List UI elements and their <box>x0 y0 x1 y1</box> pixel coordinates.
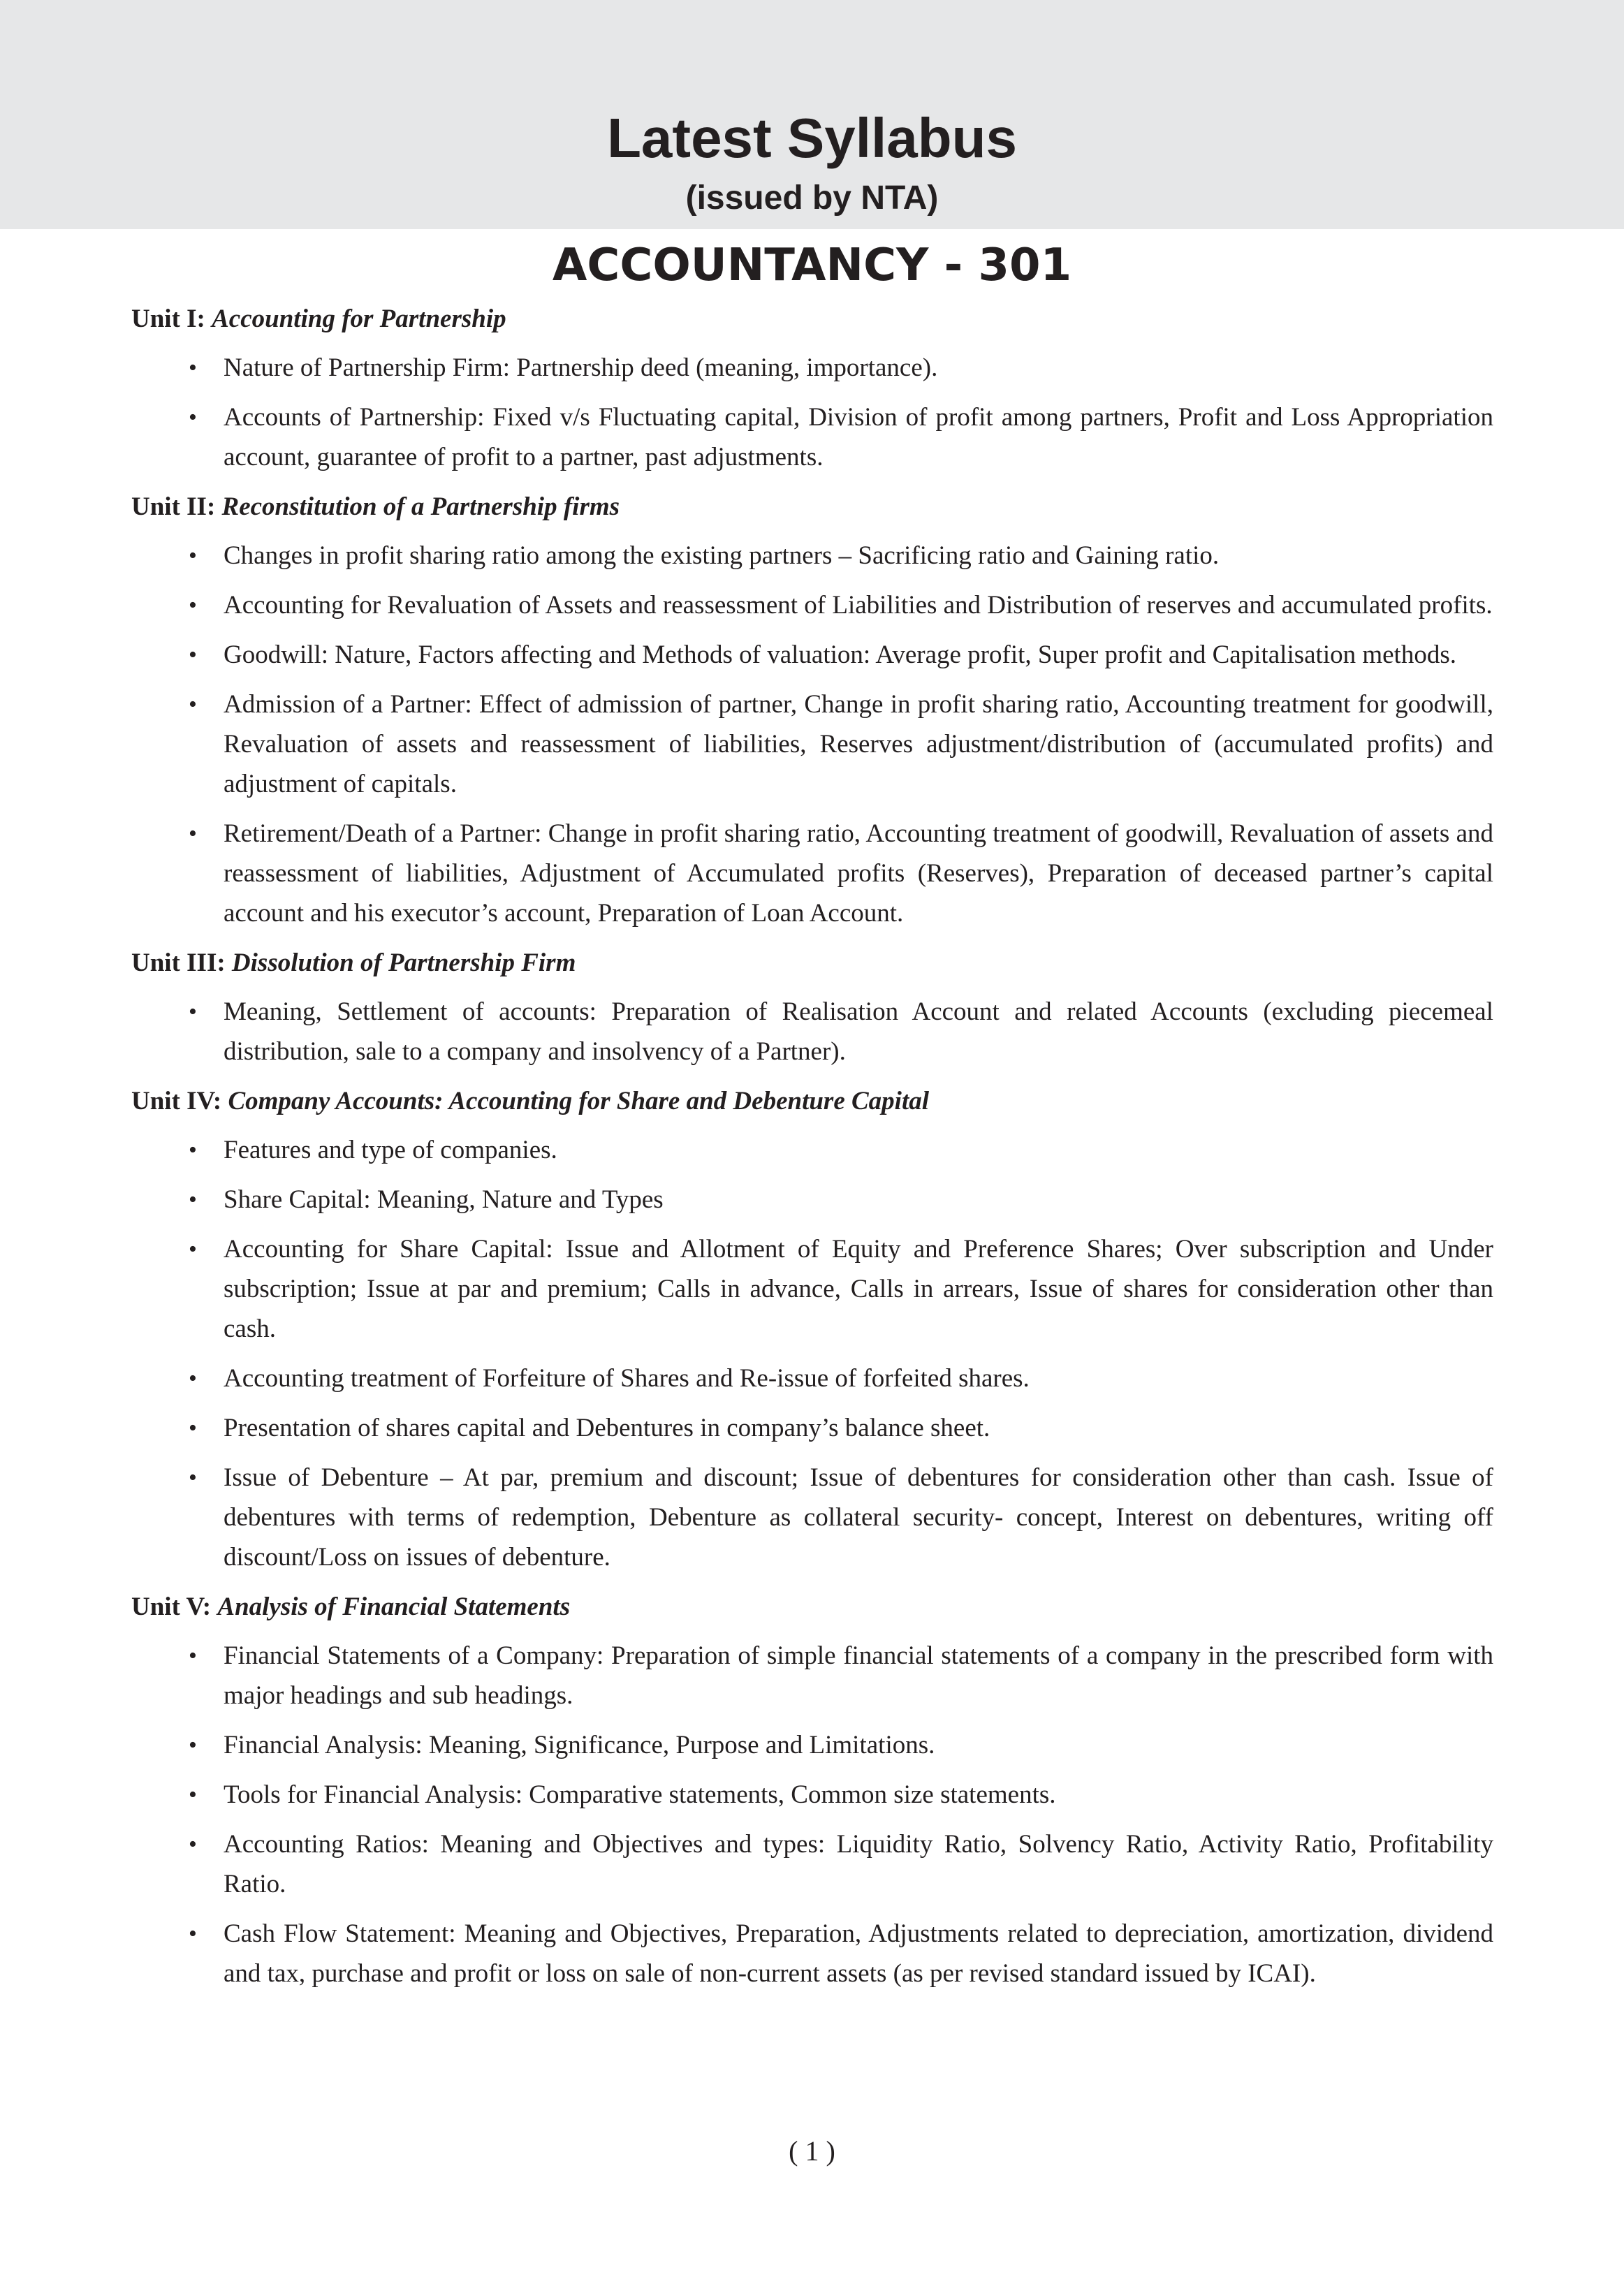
unit-heading <box>131 943 1493 983</box>
topic-text: Changes in profit sharing ratio among the existing partners – Sacrificing ratio and Gaining ratio. <box>224 541 1220 570</box>
topic-text: Retirement/Death of a Partner: Change in profit sharing ratio, Accounting treatment of goodwill, Revaluation of assets and reassessment of liabilities, Adjustment of Accumulated profits (Reserves), Preparation of deceased partner’s capital account and his executor’s account, Preparation of Loan Account. <box>224 819 1493 928</box>
unit-name: Company Accounts: Accounting for Share and Debenture Capital <box>228 1087 930 1115</box>
bullet-icon: • <box>189 1831 197 1857</box>
topic-text: Share Capital: Meaning, Nature and Types <box>224 1185 664 1214</box>
topic-text: Accounting for Share Capital: Issue and Allotment of Equity and Preference Shares; Over subscription and Under subscription; Issue at par and premium; Calls in advance, Calls in arrears, Issue of shares for consideration other than cash. <box>224 1235 1493 1343</box>
topic-item <box>131 814 1493 933</box>
topic-text: Meaning, Settlement of accounts: Preparation of Realisation Account and related Accounts (excluding piecemeal distribution, sale to a company and insolvency of a Partner). <box>224 997 1493 1066</box>
topic-item <box>131 1775 1493 1815</box>
unit-number: Unit III: <box>131 949 226 977</box>
unit-section-1 <box>131 299 1493 477</box>
topic-item <box>131 1458 1493 1577</box>
topic-item <box>131 685 1493 804</box>
topic-item <box>131 536 1493 576</box>
topic-item <box>131 1130 1493 1170</box>
topic-item <box>131 1408 1493 1448</box>
bullet-icon: • <box>189 1732 197 1758</box>
topic-item <box>131 1725 1493 1765</box>
unit-name: Accounting for Partnership <box>212 305 506 333</box>
topic-text: Tools for Financial Analysis: Comparative statements, Common size statements. <box>224 1780 1056 1809</box>
topic-item <box>131 1636 1493 1715</box>
unit-topic-list <box>131 992 1493 1071</box>
topic-text: Accounting for Revaluation of Assets and reassessment of Liabilities and Distribution of reserves and accumulated profits. <box>224 591 1493 620</box>
page-number: ( 1 ) <box>789 2135 835 2167</box>
unit-topic-list <box>131 1636 1493 1993</box>
unit-heading <box>131 299 1493 339</box>
topic-item <box>131 1229 1493 1349</box>
bullet-icon: • <box>189 1137 197 1163</box>
unit-heading <box>131 487 1493 527</box>
bullet-icon: • <box>189 691 197 717</box>
topic-text: Issue of Debenture – At par, premium and discount; Issue of debentures for consideration other than cash. Issue of debentures with terms of redemption, Debenture as collateral security- concept, Interest on debentures, writing off discount/Loss on issues of debenture. <box>224 1463 1493 1572</box>
topic-item <box>131 992 1493 1071</box>
bullet-icon: • <box>189 999 197 1025</box>
topic-text: Admission of a Partner: Effect of admission of partner, Change in profit sharing ratio, Accounting treatment for goodwill, Revaluation of assets and reassessment of liabilities, Reserves adjustment/distribution of (accumulated profits) and adjustment of capitals. <box>224 690 1493 798</box>
topic-item <box>131 1914 1493 1993</box>
bullet-icon: • <box>189 1465 197 1491</box>
bullet-icon: • <box>189 543 197 569</box>
topic-text: Financial Analysis: Meaning, Significance, Purpose and Limitations. <box>224 1731 935 1759</box>
bullet-icon: • <box>189 1415 197 1441</box>
topic-text: Presentation of shares capital and Debentures in company’s balance sheet. <box>224 1414 990 1442</box>
page-subtitle: (issued by NTA) <box>685 180 939 217</box>
topic-text: Accounts of Partnership: Fixed v/s Fluctuating capital, Division of profit among partners, Profit and Loss Appropriation account, guarantee of profit to a partner, past adjustments. <box>224 403 1493 471</box>
topic-item <box>131 1359 1493 1398</box>
unit-heading <box>131 1081 1493 1121</box>
topic-text: Accounting treatment of Forfeiture of Shares and Re-issue of forfeited shares. <box>224 1364 1030 1393</box>
topic-item <box>131 1824 1493 1904</box>
topic-text: Accounting Ratios: Meaning and Objectives and types: Liquidity Ratio, Solvency Ratio, Activity Ratio, Profitability Ratio. <box>224 1830 1493 1898</box>
unit-number: Unit II: <box>131 492 216 521</box>
unit-section-2 <box>131 487 1493 933</box>
topic-text: Cash Flow Statement: Meaning and Objectives, Preparation, Adjustments related to depreciation, amortization, dividend and tax, purchase and profit or loss on sale of non-current assets (as per revised standard issued by ICAI). <box>224 1919 1493 1988</box>
topic-item <box>131 635 1493 675</box>
bullet-icon: • <box>189 1782 197 1808</box>
topic-item <box>131 1180 1493 1220</box>
page-title: Latest Syllabus <box>607 107 1017 169</box>
bullet-icon: • <box>189 355 197 381</box>
syllabus-content <box>131 299 1493 2003</box>
bullet-icon: • <box>189 592 197 618</box>
unit-number: Unit V: <box>131 1593 212 1621</box>
unit-name: Dissolution of Partnership Firm <box>231 949 576 977</box>
bullet-icon: • <box>189 404 197 430</box>
unit-topic-list <box>131 536 1493 933</box>
unit-heading <box>131 1587 1493 1627</box>
topic-item <box>131 397 1493 477</box>
bullet-icon: • <box>189 642 197 668</box>
bullet-icon: • <box>189 1921 197 1947</box>
unit-name: Analysis of Financial Statements <box>217 1593 571 1621</box>
unit-section-4 <box>131 1081 1493 1577</box>
topic-item <box>131 348 1493 388</box>
bullet-icon: • <box>189 1366 197 1391</box>
topic-text: Nature of Partnership Firm: Partnership deed (meaning, importance). <box>224 353 938 382</box>
unit-section-5 <box>131 1587 1493 1993</box>
bullet-icon: • <box>189 1187 197 1213</box>
unit-topic-list <box>131 348 1493 477</box>
unit-topic-list <box>131 1130 1493 1577</box>
topic-text: Financial Statements of a Company: Preparation of simple financial statements of a company in the prescribed form with major headings and sub headings. <box>224 1641 1493 1710</box>
unit-number: Unit IV: <box>131 1087 222 1115</box>
unit-number: Unit I: <box>131 305 205 333</box>
topic-text: Goodwill: Nature, Factors affecting and Methods of valuation: Average profit, Super profit and Capitalisation methods. <box>224 640 1456 669</box>
topic-text: Features and type of companies. <box>224 1136 557 1164</box>
bullet-icon: • <box>189 821 197 847</box>
topic-item <box>131 585 1493 625</box>
bullet-icon: • <box>189 1236 197 1262</box>
unit-section-3 <box>131 943 1493 1071</box>
unit-name: Reconstitution of a Partnership firms <box>221 492 620 521</box>
subject-title: ACCOUNTANCY - 301 <box>552 240 1072 291</box>
bullet-icon: • <box>189 1643 197 1669</box>
